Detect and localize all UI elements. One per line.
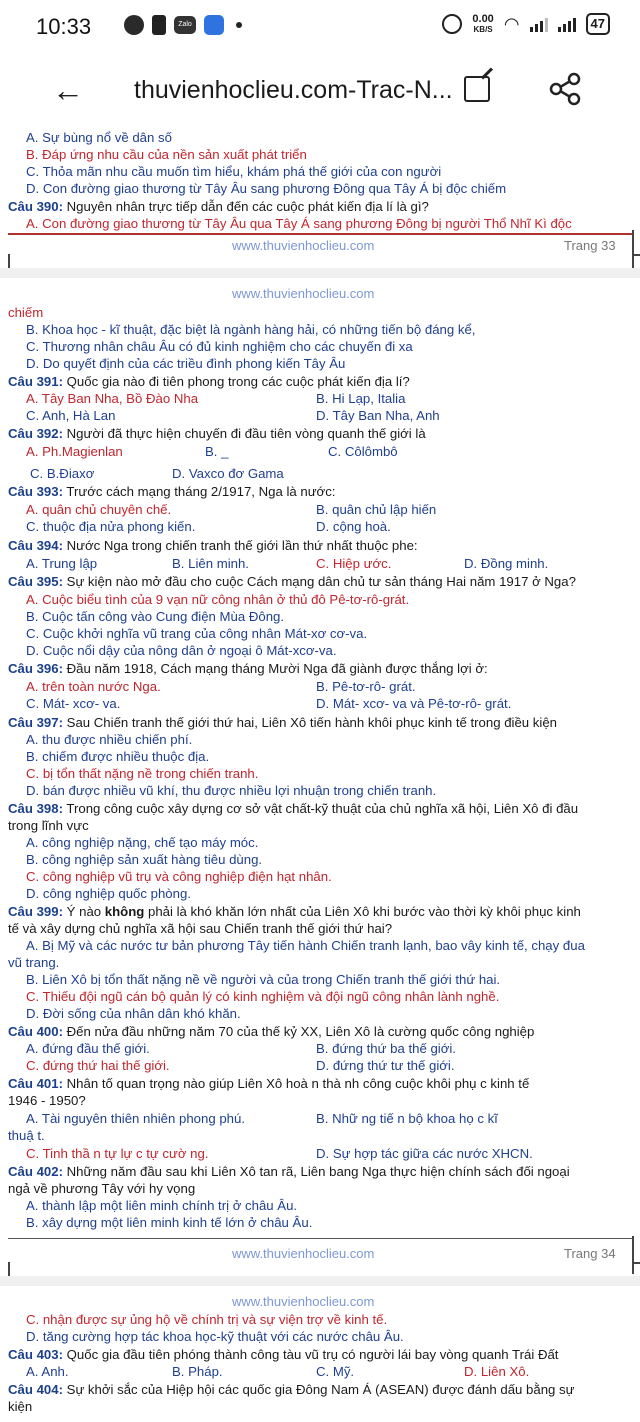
q398-number: Câu 398: xyxy=(8,801,63,816)
q396-option-b: B. Pê-tơ-rô- grát. xyxy=(316,679,416,694)
q397-number: Câu 397: xyxy=(8,715,63,730)
q398-text-cont: trong lĩnh vực xyxy=(8,818,89,833)
q403-text xyxy=(8,1347,558,1363)
page-gap xyxy=(0,268,640,278)
q401-text xyxy=(8,1076,529,1092)
q395-option-b: B. Cuộc tấn công vào Cung điện Mùa Đông. xyxy=(26,609,285,624)
q390-question: Nguyên nhân trực tiếp dẫn đến các cuộc phát kiến địa lí là gì? xyxy=(62,199,429,214)
q396-option-d: D. Mát- xcơ- va và Pê-tơ-rô- grát. xyxy=(316,696,512,711)
q403-option-a: A. Anh. xyxy=(26,1364,69,1379)
q396-text xyxy=(8,661,488,677)
q402-question: Những năm đầu sau khi Liên Xô tan rã, Liên bang Nga thực hiện chính sách đối ngoại xyxy=(62,1164,570,1179)
q392-option-a: A. Ph.Magienlan xyxy=(26,444,123,459)
q400-question: Đến nửa đầu những năm 70 của thế kỷ XX, Liên Xô là cường quốc công nghiệp xyxy=(62,1024,535,1039)
q394-question: Nước Nga trong chiến tranh thế giới lần thứ nhất thuộc phe: xyxy=(62,538,418,553)
q404-text xyxy=(8,1382,574,1398)
q403-question: Quốc gia đầu tiên phóng thành công tàu vũ trụ có người lái bay vòng quanh Trái Đất xyxy=(62,1347,559,1362)
q396-option-a: A. trên toàn nước Nga. xyxy=(26,679,161,694)
q391-option-b: B. Hi Lạp, Italia xyxy=(316,391,406,406)
page-rule xyxy=(8,1238,632,1239)
app-bar xyxy=(0,58,640,122)
tiktok-icon xyxy=(152,15,166,35)
q391-question: Quốc gia nào đi tiên phong trong các cuộc phát kiến địa lí? xyxy=(62,374,410,389)
q393-text xyxy=(8,484,335,500)
q404-number: Câu 404: xyxy=(8,1382,63,1397)
q396-option-c: C. Mát- xcơ- va. xyxy=(26,696,121,711)
q392-text xyxy=(8,426,426,442)
q401-number: Câu 401: xyxy=(8,1076,63,1091)
q390-option-a-cont: chiếm xyxy=(8,305,44,320)
status-bar xyxy=(0,0,640,58)
q401-option-a: A. Tài nguyên thiên nhiên phong phú. xyxy=(26,1111,245,1126)
q399-option-b: B. Liên Xô bị tổn thất nặng nề về người và của trong Chiến tranh thế giới thứ hai. xyxy=(26,972,501,987)
q394-text xyxy=(8,538,418,554)
q393-option-c: C. thuộc địa nửa phong kiến. xyxy=(26,519,196,534)
q398-option-c: C. công nghiệp vũ trụ và công nghiệp điện hạt nhân. xyxy=(26,869,332,884)
wifi-icon: ◠ xyxy=(503,13,520,34)
q399-option-a-cont: vũ trang. xyxy=(8,955,60,970)
q395-question: Sự kiện nào mở đầu cho cuộc Cách mạng dân chủ tư sản tháng Hai năm 1917 ở Nga? xyxy=(62,574,576,589)
q404-question: Sự khởi sắc của Hiệp hội các quốc gia Đông Nam Á (ASEAN) được đánh dấu bằng sự xyxy=(62,1382,575,1397)
q393-option-a: A. quân chủ chuyên chế. xyxy=(26,502,172,517)
q392-question: Người đã thực hiện chuyến đi đầu tiên vòng quanh thế giới là xyxy=(62,426,426,441)
q402-option-b: B. xây dựng một liên minh kinh tế lớn ở châu Âu. xyxy=(26,1215,313,1230)
q392-number: Câu 392: xyxy=(8,426,63,441)
q397-option-d: D. bán được nhiều vũ khí, thu được nhiều lợi nhuận trong chiến tranh. xyxy=(26,783,437,798)
q389-option-b: B. Đáp ứng nhu cầu của nền sản xuất phát triển xyxy=(26,147,307,162)
q403-option-d: D. Liên Xô. xyxy=(464,1364,530,1379)
document-viewer[interactable] xyxy=(0,118,640,1422)
q402-text-cont: ngả về phương Tây với hy vọng xyxy=(8,1181,196,1196)
q401-text-cont: 1946 - 1950? xyxy=(8,1093,86,1108)
page-corner xyxy=(632,1236,634,1274)
network-speed-value: 0.00 xyxy=(472,12,494,25)
q400-option-d: D. đứng thứ tư thế giới. xyxy=(316,1058,455,1073)
header-site-url: www.thuvienhoclieu.com xyxy=(232,1294,375,1309)
q401-option-c: C. Tinh thầ n tự lự c tự cườ ng. xyxy=(26,1146,209,1161)
status-indicators xyxy=(442,13,610,35)
q403-number: Câu 403: xyxy=(8,1347,63,1362)
q393-option-b: B. quân chủ lập hiến xyxy=(316,502,437,517)
q393-number: Câu 393: xyxy=(8,484,63,499)
network-speed-unit: KB/S xyxy=(473,24,493,34)
q392-option-c: C. Côlômbô xyxy=(328,444,398,459)
q400-option-a: A. đứng đầu thế giới. xyxy=(26,1041,150,1056)
signal-icon-1 xyxy=(530,16,548,32)
q401-option-b: B. Nhữ ng tiế n bộ khoa họ c kĩ xyxy=(316,1111,498,1126)
q399-question-pre: Ý nào xyxy=(62,904,105,919)
q389-option-a: A. Sự bùng nổ về dân số xyxy=(26,130,172,145)
page-gap xyxy=(0,1276,640,1286)
q394-option-d: D. Đồng minh. xyxy=(464,556,549,571)
q399-text xyxy=(8,904,581,920)
q395-number: Câu 395: xyxy=(8,574,63,589)
q392-option-d: D. Vaxco đơ Gama xyxy=(172,466,284,481)
q397-option-b: B. chiếm được nhiều thuộc địa. xyxy=(26,749,210,764)
q391-text xyxy=(8,374,410,390)
footer-site-url: www.thuvienhoclieu.com xyxy=(232,1246,375,1261)
q390-number: Câu 390: xyxy=(8,199,63,214)
q397-option-a: A. thu được nhiều chiến phí. xyxy=(26,732,193,747)
app-notification-icon xyxy=(204,15,224,35)
q400-option-c: C. đứng thứ hai thế giới. xyxy=(26,1058,170,1073)
q399-option-d: D. Đời sống của nhân dân khó khăn. xyxy=(26,1006,241,1021)
q396-question: Đầu năm 1918, Cách mạng tháng Mười Nga đã giành được thắng lợi ở: xyxy=(62,661,488,676)
page-corner xyxy=(632,230,634,268)
page-number-33: Trang 33 xyxy=(564,238,616,253)
q397-option-c: C. bị tổn thất nặng nề trong chiến tranh. xyxy=(26,766,259,781)
q394-number: Câu 394: xyxy=(8,538,63,553)
q399-emphasis: không xyxy=(104,904,145,919)
q398-option-d: D. công nghiệp quốc phòng. xyxy=(26,886,191,901)
notification-icons xyxy=(124,15,242,35)
zalo-icon: Zalo xyxy=(174,16,196,34)
page-corner xyxy=(632,254,640,256)
page-number-34: Trang 34 xyxy=(564,1246,616,1261)
q390-option-a: A. Con đường giao thương từ Tây Âu qua Tây Á sang phương Đông bị người Thổ Nhĩ Kì độc xyxy=(26,216,572,231)
q403-option-c: C. Mỹ. xyxy=(316,1364,355,1379)
q394-option-c: C. Hiệp ước. xyxy=(316,556,392,571)
q390-option-b: B. Khoa học - kĩ thuật, đặc biệt là ngành hàng hải, có những tiến bộ đáng kể, xyxy=(26,322,476,337)
q401-question: Nhân tố quan trọng nào giúp Liên Xô hoà n thà nh công cuộc khôi phụ c kinh tế xyxy=(62,1076,530,1091)
q399-question: phải là khó khăn lớn nhất của Liên Xô khi bước vào thời kỳ khôi phục kinh xyxy=(144,904,581,919)
q397-question: Sau Chiến tranh thế giới thứ hai, Liên Xô tiến hành khôi phục kinh tế trong điều kiện xyxy=(62,715,558,730)
share-icon[interactable] xyxy=(548,72,582,106)
page-rule xyxy=(8,233,632,235)
q399-text-cont: tế và xây dựng chủ nghĩa xã hội sau Chiến tranh thế giới thứ hai? xyxy=(8,921,393,936)
q389-option-d: D. Con đường giao thương từ Tây Âu sang phương Đông qua Tây Á bị độc chiếm xyxy=(26,181,507,196)
q390-option-d: D. Do quyết định của các triều đình phong kiến Tây Âu xyxy=(26,356,346,371)
header-site-url: www.thuvienhoclieu.com xyxy=(232,286,375,301)
alarm-icon xyxy=(442,14,462,34)
q402-number: Câu 402: xyxy=(8,1164,63,1179)
q392-option-b: B. _ xyxy=(205,444,229,459)
q390-option-c: C. Thương nhân châu Âu có đủ kinh nghiệm cho các chuyến đi xa xyxy=(26,339,413,354)
q402-text xyxy=(8,1164,570,1180)
q392-option-c2: C. B.Điaxơ xyxy=(30,466,95,481)
q402-option-d: D. tăng cường hợp tác khoa học-kỹ thuật với các nước châu Âu. xyxy=(26,1329,404,1344)
q403-option-b: B. Pháp. xyxy=(172,1364,223,1379)
q397-text xyxy=(8,715,557,731)
q400-number: Câu 400: xyxy=(8,1024,63,1039)
messenger-icon xyxy=(124,15,144,35)
more-notifications-dot-icon xyxy=(236,22,242,28)
q398-question: Trong công cuộc xây dựng cơ sở vật chất-kỹ thuật của chủ nghĩa xã hội, Liên Xô đi đầu xyxy=(62,801,579,816)
q394-option-a: A. Trung lập xyxy=(26,556,98,571)
q396-number: Câu 396: xyxy=(8,661,63,676)
q398-option-b: B. công nghiệp sản xuất hàng tiêu dùng. xyxy=(26,852,263,867)
q400-option-b: B. đứng thứ ba thế giới. xyxy=(316,1041,456,1056)
q401-option-d: D. Sự hợp tác giữa các nước XHCN. xyxy=(316,1146,533,1161)
q400-text xyxy=(8,1024,534,1040)
page-corner xyxy=(8,254,10,268)
status-time: 10:33 xyxy=(36,14,92,39)
q399-option-a: A. Bị Mỹ và các nước tư bản phương Tây tiến hành Chiến tranh lạnh, bao vây kinh tế, chạy đua xyxy=(26,938,585,953)
q391-number: Câu 391: xyxy=(8,374,63,389)
edit-icon[interactable] xyxy=(464,76,490,102)
network-speed xyxy=(472,14,493,35)
q395-option-d: D. Cuộc nổi dậy của nông dân ở ngoại ô Mát-xcơ-va. xyxy=(26,643,337,658)
q402-option-a: A. thành lập một liên minh chính trị ở châu Âu. xyxy=(26,1198,298,1213)
q393-question: Trước cách mạng tháng 2/1917, Nga là nước: xyxy=(62,484,336,499)
signal-icon-2 xyxy=(558,16,576,32)
footer-site-url: www.thuvienhoclieu.com xyxy=(232,238,375,253)
q391-option-d: D. Tây Ban Nha, Anh xyxy=(316,408,440,423)
q395-text xyxy=(8,574,576,590)
q391-option-a: A. Tây Ban Nha, Bồ Đào Nha xyxy=(26,391,199,406)
q390-text xyxy=(8,199,429,215)
back-arrow-icon[interactable]: ← xyxy=(52,72,84,108)
page-corner xyxy=(8,1262,10,1276)
battery-icon: 47 xyxy=(586,13,610,35)
page-title[interactable]: thuvienhoclieu.com-Trac-N... xyxy=(134,76,453,104)
q395-option-c: C. Cuộc khởi nghĩa vũ trang của công nhân Mát-xơ cơ-va. xyxy=(26,626,368,641)
q401-option-b-cont: thuậ t. xyxy=(8,1128,45,1143)
q404-text-cont: kiện xyxy=(8,1399,33,1414)
q399-option-c: C. Thiếu đội ngũ cán bộ quản lý có kinh nghiệm và đội ngũ công nhân lành nghề. xyxy=(26,989,500,1004)
q394-option-b: B. Liên minh. xyxy=(172,556,249,571)
q398-text xyxy=(8,801,578,817)
q389-option-c: C. Thỏa mãn nhu cầu muốn tìm hiểu, khám phá thế giới của con người xyxy=(26,164,442,179)
q395-option-a: A. Cuộc biểu tình của 9 vạn nữ công nhân ở thủ đô Pê-tơ-rô-grát. xyxy=(26,592,410,607)
q402-option-c: C. nhận được sự ủng hộ về chính trị và sự viện trợ về kinh tế. xyxy=(26,1312,388,1327)
q398-option-a: A. công nghiệp nặng, chế tạo máy móc. xyxy=(26,835,259,850)
q393-option-d: D. cộng hoà. xyxy=(316,519,391,534)
q391-option-c: C. Anh, Hà Lan xyxy=(26,408,116,423)
page-corner xyxy=(632,1262,640,1264)
q399-number: Câu 399: xyxy=(8,904,63,919)
